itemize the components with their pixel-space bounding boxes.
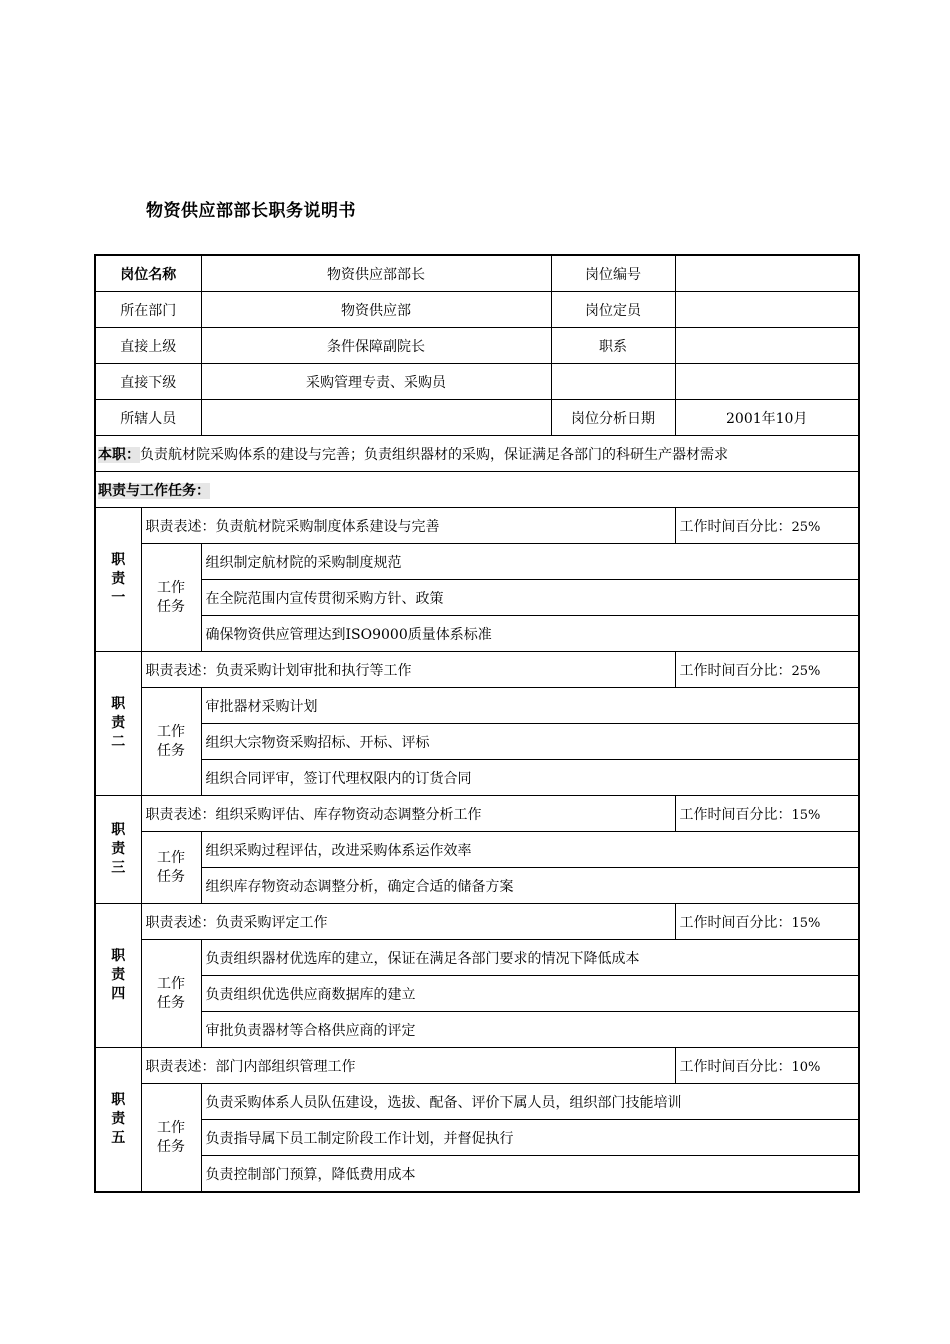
- task-row: [95, 688, 859, 724]
- time-percentage-prefix: 工作时间百分比：: [679, 806, 792, 823]
- task-row: [95, 544, 859, 580]
- task-item: 审批负责器材等合格供应商的评定: [201, 1012, 859, 1048]
- duty-description-prefix: 职责表述：: [145, 662, 216, 679]
- section-title-row: [95, 472, 859, 508]
- task-label: [141, 1084, 201, 1193]
- empty-label: [551, 364, 675, 400]
- duty-label-text: 职责三: [111, 822, 126, 876]
- empty-value: [675, 364, 859, 400]
- duty-row: [95, 1048, 859, 1084]
- duty-label-text: 职责二: [111, 696, 126, 750]
- staff-label: 所辖人员: [95, 400, 201, 436]
- duty-description-prefix: 职责表述：: [145, 914, 216, 931]
- duty-row: [95, 796, 859, 832]
- task-row: [95, 940, 859, 976]
- task-label: [141, 544, 201, 652]
- analysis-date-value: 2001年10月: [675, 400, 859, 436]
- task-item: 负责组织优选供应商数据库的建立: [201, 976, 859, 1012]
- section-title: 职责与工作任务：: [98, 482, 210, 499]
- info-row-subordinate: [95, 364, 859, 400]
- duty-description: [141, 508, 675, 544]
- duty-description: [141, 652, 675, 688]
- task-row: [95, 1156, 859, 1193]
- task-item: 负责采购体系人员队伍建设，选拔、配备、评价下属人员，组织部门技能培训: [201, 1084, 859, 1120]
- superior-value: 条件保障副院长: [201, 328, 551, 364]
- time-percentage-prefix: 工作时间百分比：: [679, 1058, 792, 1075]
- position-name-value: 物资供应部部长: [201, 255, 551, 292]
- task-label-text: 工作任务: [157, 579, 185, 615]
- time-percentage-value: 15%: [791, 915, 821, 931]
- duty-description: [141, 796, 675, 832]
- position-code-value: [675, 255, 859, 292]
- position-name-label: 岗位名称: [95, 255, 201, 292]
- time-percentage-value: 25%: [791, 519, 821, 535]
- duty-description-text: 组织采购评估、库存物资动态调整分析工作: [215, 806, 482, 823]
- duty-time-percentage: [675, 1048, 859, 1084]
- staff-value: [201, 400, 551, 436]
- task-item: 在全院范围内宣传贯彻采购方针、政策: [201, 580, 859, 616]
- main-duty-label: 本职：: [98, 446, 140, 463]
- document-title: 物资供应部部长职务说明书: [146, 201, 356, 221]
- analysis-date-label: 岗位分析日期: [551, 400, 675, 436]
- task-label: [141, 688, 201, 796]
- task-item: 组织库存物资动态调整分析，确定合适的储备方案: [201, 868, 859, 904]
- subordinate-label: 直接下级: [95, 364, 201, 400]
- duty-row: [95, 508, 859, 544]
- duty-label: [95, 1048, 141, 1193]
- task-item: 组织大宗物资采购招标、开标、评标: [201, 724, 859, 760]
- duty-time-percentage: [675, 508, 859, 544]
- duty-description-text: 部门内部组织管理工作: [215, 1058, 356, 1075]
- time-percentage-value: 10%: [791, 1059, 821, 1075]
- task-row: [95, 580, 859, 616]
- duty-description-prefix: 职责表述：: [145, 1058, 216, 1075]
- task-item: 组织采购过程评估，改进采购体系运作效率: [201, 832, 859, 868]
- task-row: [95, 760, 859, 796]
- main-duty-text: 负责航材院采购体系的建设与完善；负责组织器材的采购，保证满足各部门的科研生产器材需求: [140, 446, 728, 463]
- duty-label-text: 职责四: [111, 948, 126, 1002]
- task-row: [95, 616, 859, 652]
- duty-description-text: 负责采购评定工作: [215, 914, 328, 931]
- duty-row: [95, 652, 859, 688]
- time-percentage-value: 25%: [791, 663, 821, 679]
- position-code-label: 岗位编号: [551, 255, 675, 292]
- task-row: [95, 832, 859, 868]
- duty-label: [95, 508, 141, 652]
- job-family-label: 职系: [551, 328, 675, 364]
- task-item: 负责组织器材优选库的建立，保证在满足各部门要求的情况下降低成本: [201, 940, 859, 976]
- headcount-label: 岗位定员: [551, 292, 675, 328]
- task-row: [95, 1120, 859, 1156]
- duty-time-percentage: [675, 904, 859, 940]
- task-item: 负责控制部门预算，降低费用成本: [201, 1156, 859, 1193]
- task-item: 组织合同评审，签订代理权限内的订货合同: [201, 760, 859, 796]
- task-item: 确保物资供应管理达到ISO9000质量体系标准: [201, 616, 859, 652]
- subordinate-value: 采购管理专责、采购员: [201, 364, 551, 400]
- duty-label-text: 职责一: [111, 552, 126, 606]
- duty-description: [141, 1048, 675, 1084]
- duties-body: [95, 508, 859, 1193]
- task-row: [95, 724, 859, 760]
- duty-row: [95, 904, 859, 940]
- duty-description-prefix: 职责表述：: [145, 518, 216, 535]
- duty-description-text: 负责航材院采购制度体系建设与完善: [215, 518, 440, 535]
- job-description-table: [94, 254, 860, 1193]
- task-item: 组织制定航材院的采购制度规范: [201, 544, 859, 580]
- main-duty-row: [95, 436, 859, 472]
- task-row: [95, 976, 859, 1012]
- task-label-text: 工作任务: [157, 849, 185, 885]
- task-label: [141, 832, 201, 904]
- duty-description: [141, 904, 675, 940]
- duty-label: [95, 796, 141, 904]
- duty-time-percentage: [675, 652, 859, 688]
- task-label: [141, 940, 201, 1048]
- info-row-department: [95, 292, 859, 328]
- info-row-staff: [95, 400, 859, 436]
- task-label-text: 工作任务: [157, 975, 185, 1011]
- task-row: [95, 1012, 859, 1048]
- time-percentage-prefix: 工作时间百分比：: [679, 662, 792, 679]
- duty-label: [95, 652, 141, 796]
- department-label: 所在部门: [95, 292, 201, 328]
- duty-label-text: 职责五: [111, 1092, 126, 1146]
- task-row: [95, 1084, 859, 1120]
- department-value: 物资供应部: [201, 292, 551, 328]
- duty-description-prefix: 职责表述：: [145, 806, 216, 823]
- superior-label: 直接上级: [95, 328, 201, 364]
- duty-time-percentage: [675, 796, 859, 832]
- info-row-position: [95, 255, 859, 292]
- time-percentage-prefix: 工作时间百分比：: [679, 518, 792, 535]
- task-label-text: 工作任务: [157, 1119, 185, 1155]
- info-row-superior: [95, 328, 859, 364]
- job-family-value: [675, 328, 859, 364]
- duty-label: [95, 904, 141, 1048]
- time-percentage-prefix: 工作时间百分比：: [679, 914, 792, 931]
- task-row: [95, 868, 859, 904]
- task-label-text: 工作任务: [157, 723, 185, 759]
- headcount-value: [675, 292, 859, 328]
- time-percentage-value: 15%: [791, 807, 821, 823]
- duty-description-text: 负责采购计划审批和执行等工作: [215, 662, 412, 679]
- task-item: 负责指导属下员工制定阶段工作计划，并督促执行: [201, 1120, 859, 1156]
- task-item: 审批器材采购计划: [201, 688, 859, 724]
